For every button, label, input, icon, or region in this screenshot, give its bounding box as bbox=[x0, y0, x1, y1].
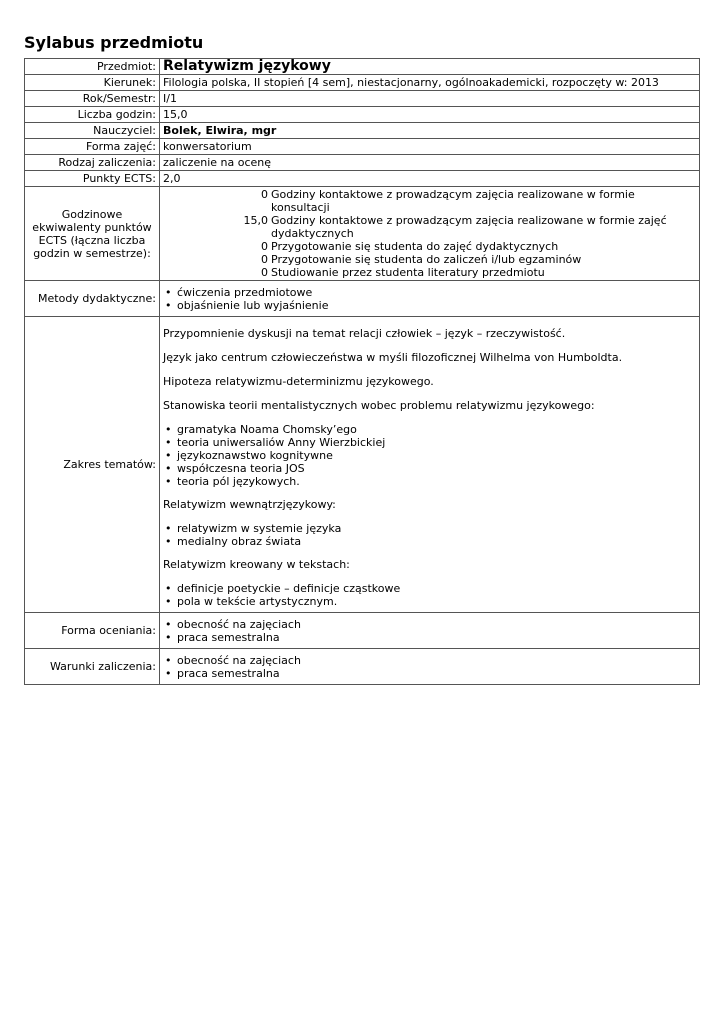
list-item: • praca semestralna bbox=[163, 631, 696, 644]
row-ects-breakdown bbox=[25, 187, 700, 281]
topics-label: Zakres tematów: bbox=[25, 317, 160, 613]
ects-item-desc: Godziny kontaktowe z prowadzącym zajęcia realizowane w formie zajęć dydaktycznych bbox=[271, 214, 667, 240]
row-topics bbox=[25, 317, 700, 613]
row-hours bbox=[25, 107, 700, 123]
row-subject bbox=[25, 59, 700, 75]
row-teacher bbox=[25, 123, 700, 139]
list-item: • pola w tekście artystycznym. bbox=[163, 595, 696, 608]
passing-list bbox=[163, 654, 696, 680]
list-item: • teoria uniwersaliów Anny Wierzbickiej bbox=[163, 436, 696, 449]
list-item: • obecność na zajęciach bbox=[163, 654, 696, 667]
teacher-label: Nauczyciel: bbox=[25, 123, 160, 139]
ects-item-desc: Studiowanie przez studenta literatury przedmiotu bbox=[271, 266, 545, 279]
field-label: Kierunek: bbox=[25, 75, 160, 91]
list-item: • objaśnienie lub wyjaśnienie bbox=[163, 299, 696, 312]
topic-paragraph: Język jako centrum człowieczeństwa w myśli filozoficznej Wilhelma von Humboldta. bbox=[163, 351, 623, 364]
row-methods bbox=[25, 281, 700, 317]
ects-breakdown-list bbox=[160, 187, 700, 281]
topic-list bbox=[163, 522, 696, 548]
topic-paragraph: Hipoteza relatywizmu-determinizmu językowego. bbox=[163, 375, 434, 388]
list-item: • relatywizm w systemie języka bbox=[163, 522, 696, 535]
list-item: • gramatyka Noama Chomsky’ego bbox=[163, 423, 696, 436]
passing-value bbox=[160, 649, 700, 685]
ects-item bbox=[163, 240, 696, 253]
assessment-value bbox=[160, 613, 700, 649]
subject-label: Przedmiot: bbox=[25, 59, 160, 75]
field-value: Filologia polska, II stopień [4 sem], niestacjonarny, ogólnoakademicki, rozpoczęty w: 2013 bbox=[160, 75, 700, 91]
passing-label: Warunki zaliczenia: bbox=[25, 649, 160, 685]
assessment-list bbox=[163, 618, 696, 644]
ects-item-desc: Godziny kontaktowe z prowadzącym zajęcia realizowane w formie konsultacji bbox=[271, 188, 635, 214]
list-item: • praca semestralna bbox=[163, 667, 696, 680]
ects-item bbox=[163, 214, 696, 240]
methods-list bbox=[163, 286, 696, 312]
topic-paragraph: Przypomnienie dyskusji na temat relacji człowiek – język – rzeczywistość. bbox=[163, 327, 566, 340]
ects-item-desc: Przygotowanie się studenta do zaliczeń i/lub egzaminów bbox=[271, 253, 582, 266]
ects-item-desc: Przygotowanie się studenta do zajęć dydaktycznych bbox=[271, 240, 559, 253]
subject-value: Relatywizm językowy bbox=[160, 59, 700, 75]
topic-list bbox=[163, 582, 696, 608]
topic-paragraph: Relatywizm kreowany w tekstach: bbox=[163, 558, 350, 571]
methods-value bbox=[160, 281, 700, 317]
ects-item-hours: 0 bbox=[261, 188, 268, 201]
page-title: Sylabus przedmiotu bbox=[24, 33, 204, 52]
ects-item bbox=[163, 188, 696, 214]
ects-item bbox=[163, 266, 696, 279]
ects-item-hours: 15,0 bbox=[243, 214, 268, 227]
list-item: • językoznawstwo kognitywne bbox=[163, 449, 696, 462]
ects-value: 2,0 bbox=[160, 171, 700, 187]
year-semester-value: I/1 bbox=[160, 91, 700, 107]
teacher-value: Bolek, Elwira, mgr bbox=[160, 123, 700, 139]
row-class-form bbox=[25, 139, 700, 155]
ects-item bbox=[163, 253, 696, 266]
ects-label: Punkty ECTS: bbox=[25, 171, 160, 187]
row-credit-type bbox=[25, 155, 700, 171]
topic-paragraph: Relatywizm wewnątrzjęzykowy: bbox=[163, 498, 336, 511]
row-year-semester bbox=[25, 91, 700, 107]
row-passing bbox=[25, 649, 700, 685]
credit-type-value: zaliczenie na ocenę bbox=[160, 155, 700, 171]
class-form-label: Forma zajęć: bbox=[25, 139, 160, 155]
hours-label: Liczba godzin: bbox=[25, 107, 160, 123]
list-item: • teoria pól językowych. bbox=[163, 475, 696, 488]
syllabus-table bbox=[24, 58, 700, 685]
ects-item-hours: 0 bbox=[261, 253, 268, 266]
ects-item-hours: 0 bbox=[261, 266, 268, 279]
topics-value bbox=[160, 317, 700, 613]
class-form-value: konwersatorium bbox=[160, 139, 700, 155]
list-item: • medialny obraz świata bbox=[163, 535, 696, 548]
row-assessment bbox=[25, 613, 700, 649]
list-item: • obecność na zajęciach bbox=[163, 618, 696, 631]
topic-paragraph: Stanowiska teorii mentalistycznych wobec problemu relatywizmu językowego: bbox=[163, 399, 595, 412]
topic-list bbox=[163, 423, 696, 488]
methods-label: Metody dydaktyczne: bbox=[25, 281, 160, 317]
list-item: • definicje poetyckie – definicje cząstkowe bbox=[163, 582, 696, 595]
list-item: • współczesna teoria JOS bbox=[163, 462, 696, 475]
list-item: • ćwiczenia przedmiotowe bbox=[163, 286, 696, 299]
assessment-label: Forma oceniania: bbox=[25, 613, 160, 649]
row-field bbox=[25, 75, 700, 91]
year-semester-label: Rok/Semestr: bbox=[25, 91, 160, 107]
hours-value: 15,0 bbox=[160, 107, 700, 123]
row-ects bbox=[25, 171, 700, 187]
ects-item-hours: 0 bbox=[261, 240, 268, 253]
credit-type-label: Rodzaj zaliczenia: bbox=[25, 155, 160, 171]
ects-breakdown-label: Godzinowe ekwiwalenty punktów ECTS (łączna liczba godzin w semestrze): bbox=[25, 187, 160, 281]
